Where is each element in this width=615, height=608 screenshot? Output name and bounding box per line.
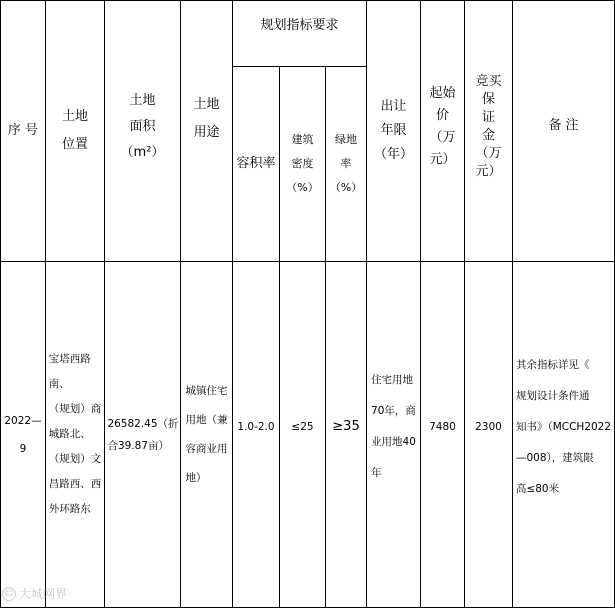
header-location: 土地 位置 bbox=[61, 109, 88, 152]
row-density: ≤25 bbox=[291, 421, 314, 433]
watermark-text: 大城网界 bbox=[19, 587, 68, 601]
header-remarks: 备 注 bbox=[548, 118, 579, 133]
row-seq: 2022— 9 bbox=[4, 414, 42, 455]
row-start-price: 7480 bbox=[429, 421, 456, 433]
row-location: 宝塔西路 南、 （规划）商 城路北、 （规划）文 昌路西、西 外环路东 bbox=[48, 353, 102, 515]
watermark-logo-icon: ☺ bbox=[2, 587, 16, 601]
row-remarks: 其余指标详见《 规划设计条件通 知书》（MCCH2022 —008），建筑限 高≤80米 bbox=[515, 358, 612, 495]
header-term: 出让 年限 （年） bbox=[373, 99, 413, 162]
header-planning-group: 规划指标要求 bbox=[260, 18, 339, 33]
row-term: 住宅用地 70年，商 业用地40 年 bbox=[371, 374, 416, 479]
header-far: 容积率 bbox=[236, 156, 276, 171]
row-deposit: 2300 bbox=[475, 421, 502, 433]
row-green: ≥35 bbox=[332, 419, 360, 434]
header-density: 建筑 密度 （%） bbox=[286, 133, 319, 194]
header-area: 土地 面积 （m²） bbox=[120, 92, 165, 160]
row-use: 城镇住宅 用地（兼 容商业用 地） bbox=[185, 384, 228, 484]
header-seq: 序 号 bbox=[7, 123, 39, 138]
row-far: 1.0-2.0 bbox=[237, 421, 275, 433]
header-green: 绿地 率 （%） bbox=[329, 133, 363, 194]
header-start-price: 起始 价 （万 元） bbox=[429, 85, 456, 167]
header-deposit: 竞买 保 证 金 （万 元） bbox=[475, 73, 502, 179]
row-area: 26582.45（折 合39.87亩） bbox=[107, 417, 179, 452]
header-use: 土地 用途 bbox=[193, 96, 220, 140]
watermark bbox=[2, 585, 67, 602]
